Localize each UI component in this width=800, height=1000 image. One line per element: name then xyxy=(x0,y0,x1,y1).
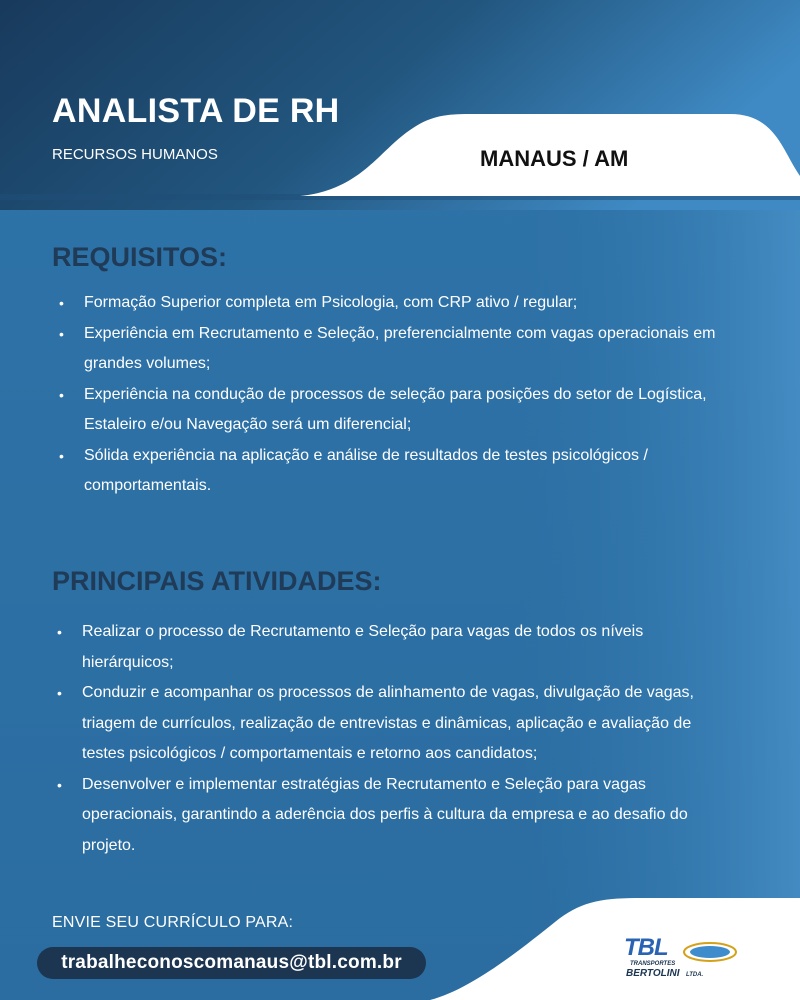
requirement-item: • Experiência na condução de processos de seleção para posições do setor de Logística, Estaleiro e/ou Navegação será um diferencial; xyxy=(54,380,734,441)
bullet-icon: • xyxy=(57,624,62,640)
location-label: MANAUS / AM xyxy=(480,146,629,171)
contact-email-link[interactable]: trabalheconoscomanaus@tbl.com.br xyxy=(37,947,426,979)
requirement-item: • Sólida experiência na aplicação e análise de resultados de testes psicológicos / comportamentais. xyxy=(54,441,734,502)
bullet-icon: • xyxy=(59,447,64,464)
requirements-heading: REQUISITOS: xyxy=(52,242,228,272)
department-label: RECURSOS HUMANOS xyxy=(52,146,218,163)
requirements-list xyxy=(54,288,734,502)
svg-text:BERTOLINI: BERTOLINI xyxy=(626,968,680,979)
send-resume-label: ENVIE SEU CURRÍCULO PARA: xyxy=(52,914,294,931)
activity-item: • Conduzir e acompanhar os processos de alinhamento de vagas, divulgação de vagas, triagem de currículos, realização de entrevistas e dinâmicas, aplicação e avaliação de testes psicológicos / comportamentais e retorno aos candidatos; xyxy=(52,678,732,770)
activity-item: • Realizar o processo de Recrutamento e Seleção para vagas de todos os níveis hierárquicos; xyxy=(52,617,732,678)
svg-text:TRANSPORTES: TRANSPORTES xyxy=(630,961,676,967)
bullet-icon: • xyxy=(59,295,64,311)
requirement-item: • Experiência em Recrutamento e Seleção, preferencialmente com vagas operacionais em grandes volumes; xyxy=(54,319,734,380)
requirement-item: • Formação Superior completa em Psicologia, com CRP ativo / regular; xyxy=(54,288,734,319)
svg-text:TBL: TBL xyxy=(624,934,668,961)
svg-text:LTDA.: LTDA. xyxy=(686,972,704,978)
job-title: ANALISTA DE RH xyxy=(52,92,340,130)
bullet-icon: • xyxy=(57,776,62,793)
bullet-icon: • xyxy=(59,386,64,403)
bullet-icon: • xyxy=(57,685,62,701)
activities-list xyxy=(52,617,732,861)
activities-heading: PRINCIPAIS ATIVIDADES: xyxy=(52,566,382,596)
activity-item: • Desenvolver e implementar estratégias de Recrutamento e Seleção para vagas operacionais, garantindo a aderência dos perfis à cultura da empresa e ao desafio do projeto. xyxy=(52,770,732,862)
bullet-icon: • xyxy=(59,325,64,342)
company-logo xyxy=(616,930,746,980)
